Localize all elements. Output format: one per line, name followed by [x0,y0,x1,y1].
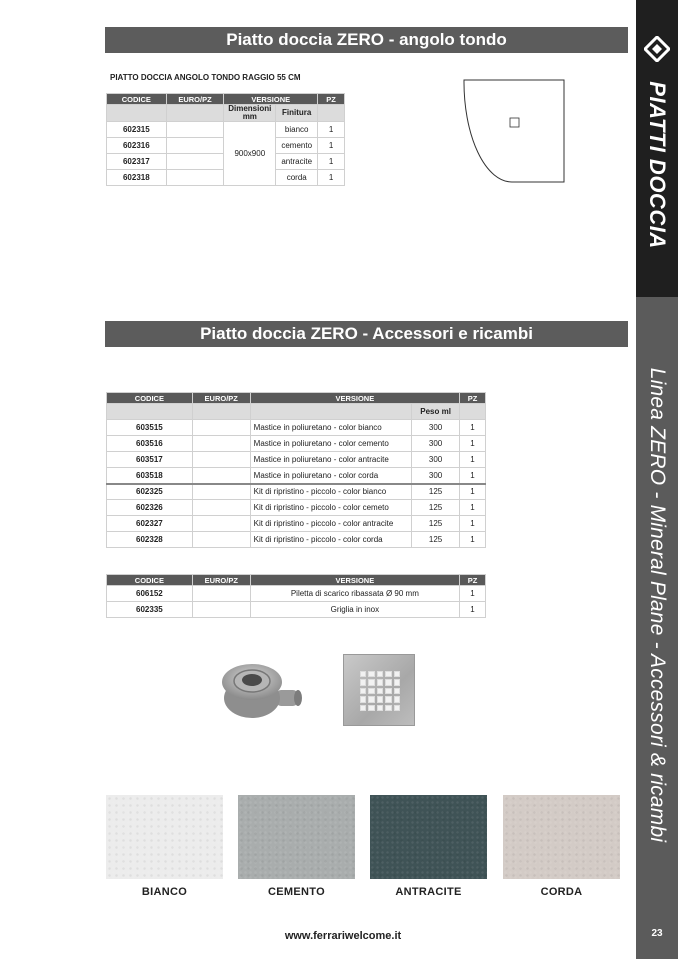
price-cell [192,436,250,452]
pz-cell: 1 [460,500,486,516]
sidebar-line-panel [636,297,678,959]
footer-website-link[interactable]: www.ferrariwelcome.it [284,930,402,942]
table-row [107,586,486,602]
table-row [107,484,486,500]
version-cell: Mastice in poliuretano - color corda [250,468,412,484]
subheader-finish: Finitura [276,105,318,122]
product-code: 602316 [107,138,167,154]
version-cell: Kit di ripristino - piccolo - color cemeto [250,500,412,516]
product-code: 602315 [107,122,167,138]
quarter-round-tray-drawing [462,78,566,184]
page-number: 23 [651,928,663,939]
product-code: 602318 [107,170,167,186]
accessories-table [106,392,486,548]
product-code: 602325 [107,484,193,500]
pz-cell: 1 [460,516,486,532]
table-row [107,500,486,516]
drain-trap-image [218,654,302,724]
pz-cell: 1 [460,468,486,484]
product-code: 603516 [107,436,193,452]
product-code: 602317 [107,154,167,170]
product-code: 602326 [107,500,193,516]
table-row [107,452,486,468]
subheader-dimensions: Dimensioni mm [224,105,276,122]
product-code: 602328 [107,532,193,548]
table-row [107,602,486,618]
table-row [107,122,345,138]
swatch-cemento [238,795,355,879]
header-price: EURO/PZ [192,393,250,404]
header-pz: PZ [460,393,486,404]
price-cell [166,138,224,154]
table-row [107,420,486,436]
price-cell [166,122,224,138]
price-cell [192,420,250,436]
sidebar-category-panel [636,0,678,297]
header-price: EURO/PZ [166,94,224,105]
weight-cell: 300 [412,436,460,452]
finish-cell: antracite [276,154,318,170]
weight-cell: 300 [412,468,460,484]
pz-cell: 1 [318,138,345,154]
version-cell: Mastice in poliuretano - color cemento [250,436,412,452]
header-price: EURO/PZ [192,575,250,586]
pz-cell: 1 [460,484,486,500]
table-row [107,436,486,452]
price-cell [192,586,250,602]
product-code: 603517 [107,452,193,468]
price-cell [192,516,250,532]
product-code: 603518 [107,468,193,484]
sidebar-line-title: Linea ZERO - Mineral Plane - Accessori & ricambi [646,367,669,843]
version-cell: Mastice in poliuretano - color bianco [250,420,412,436]
swatch-label-corda: CORDA [540,886,583,898]
swatch-label-antracite: ANTRACITE [395,886,462,898]
header-code: CODICE [107,575,193,586]
weight-cell: 125 [412,484,460,500]
version-cell: Kit di ripristino - piccolo - color bianco [250,484,412,500]
weight-cell: 300 [412,452,460,468]
pz-cell: 1 [460,602,486,618]
pz-cell: 1 [460,532,486,548]
swatch-label-bianco: BIANCO [141,886,188,898]
product-code: 602335 [107,602,193,618]
header-version: VERSIONE [224,94,318,105]
version-cell: Griglia in inox [250,602,459,618]
weight-cell: 125 [412,532,460,548]
table-row [107,468,486,484]
weight-cell: 125 [412,516,460,532]
price-cell [192,452,250,468]
pz-cell: 1 [460,436,486,452]
sidebar-category-title: PIATTI DOCCIA [645,81,670,249]
pz-cell: 1 [460,586,486,602]
weight-cell: 300 [412,420,460,436]
pz-cell: 1 [460,420,486,436]
subheader-weight: Peso ml [412,404,460,420]
table-row [107,516,486,532]
brand-diamond-logo-icon [644,36,670,62]
spare-parts-table [106,574,486,618]
dimensions-cell: 900x900 [224,122,276,186]
finish-cell: corda [276,170,318,186]
swatch-bianco [106,795,223,879]
stainless-grate-image [343,654,415,726]
swatch-antracite [370,795,487,879]
product-code: 606152 [107,586,193,602]
product-code: 603515 [107,420,193,436]
section-title-angolo-tondo: Piatto doccia ZERO - angolo tondo [105,27,628,53]
header-version: VERSIONE [250,575,459,586]
finish-cell: cemento [276,138,318,154]
product-code: 602327 [107,516,193,532]
pz-cell: 1 [318,170,345,186]
price-cell [166,170,224,186]
table-row [107,532,486,548]
version-cell: Mastice in poliuretano - color antracite [250,452,412,468]
price-cell [192,532,250,548]
finish-cell: bianco [276,122,318,138]
pz-cell: 1 [460,452,486,468]
price-cell [192,500,250,516]
product-subtitle: PIATTO DOCCIA ANGOLO TONDO RAGGIO 55 CM [110,73,301,82]
header-pz: PZ [460,575,486,586]
swatch-corda [503,795,620,879]
pz-cell: 1 [318,154,345,170]
section-title-accessori: Piatto doccia ZERO - Accessori e ricambi [105,321,628,347]
header-code: CODICE [107,393,193,404]
version-cell: Piletta di scarico ribassata Ø 90 mm [250,586,459,602]
pz-cell: 1 [318,122,345,138]
header-code: CODICE [107,94,167,105]
header-version: VERSIONE [250,393,459,404]
header-pz: PZ [318,94,345,105]
price-cell [192,602,250,618]
price-cell [192,468,250,484]
swatch-label-cemento: CEMENTO [268,886,325,898]
price-cell [166,154,224,170]
version-cell: Kit di ripristino - piccolo - color corda [250,532,412,548]
weight-cell: 125 [412,500,460,516]
version-cell: Kit di ripristino - piccolo - color antracite [250,516,412,532]
price-cell [192,484,250,500]
product-table [106,93,345,186]
